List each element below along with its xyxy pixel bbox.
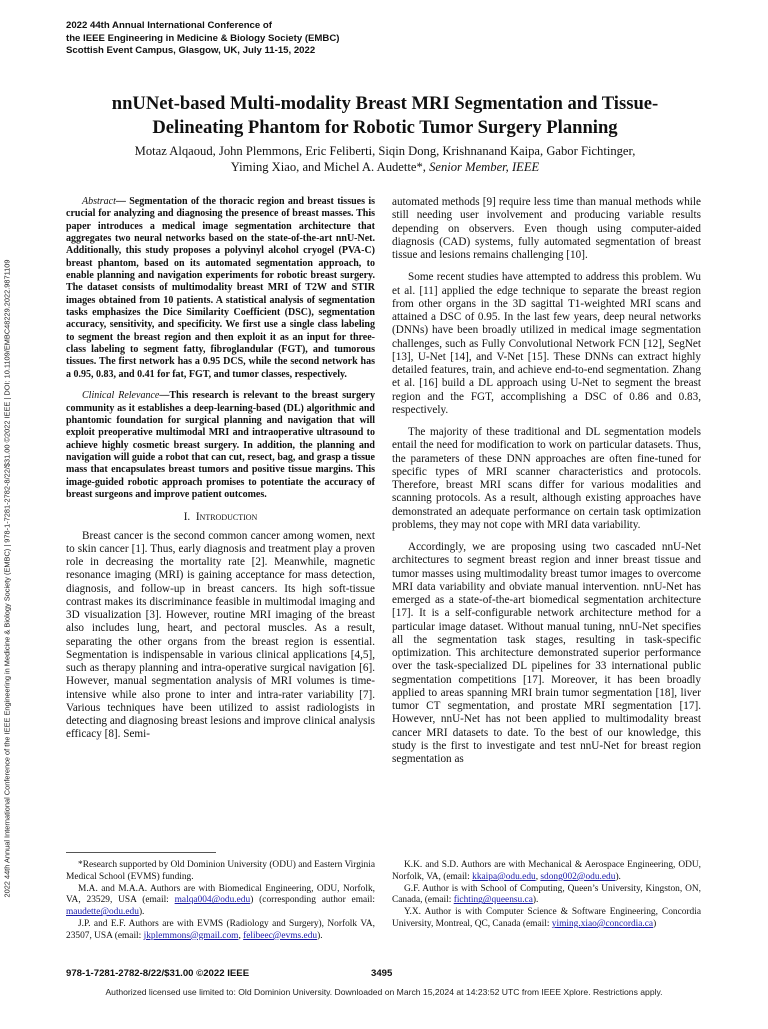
email-link[interactable]: yiming.xiao@concordia.ca bbox=[551, 918, 654, 929]
body-paragraph: Breast cancer is the second common cancer among women, next to skin cancer [1]. Thus, early diagnosis and treatment play a proven role in decreasing the mortality rate [2]. Meanwhile, magnetic resonance imaging (MRI) is gaining acceptance for mass detection, diagnosis, and follow-up in breast cancers. Its high soft-tissue contrast makes its discriminance feasible in multimodal imaging and 3D visualization [3]. However, routine MRI imaging of the breast also includes lung, heart, and pectoral muscles. As a result, separating the other organs from the breast region is essential. Segmentation is indispensable in various clinical applications [4,5], such as therapy planning and intra-operative surgical navigation [6]. However, manual segmentation analysis of MRI volumes is time-intensive while also prone to inter and intra-rater variability [7]. Various techniques have been utilized to assist radiologists in detecting and diagnosing breast lesions and improve clinical analysis efficacy [8]. Semi- bbox=[66, 529, 375, 741]
clinical-relevance bbox=[66, 390, 375, 501]
conference-line: the IEEE Engineering in Medicine & Biology Society (EMBC) bbox=[66, 32, 340, 44]
email-link[interactable]: maudette@odu.edu bbox=[66, 907, 139, 918]
body-paragraph: Some recent studies have attempted to address this problem. Wu et al. [11] applied the edge technique to separate the breast region from other organs in the 3D sagittal T1-weighted MRI scans and attained a DSC of 0.95. In the last few years, deep neural networks (DNNs) have been broadly utilized in medical image segmentation challenges, such as Fully Convolutional Network FCN [12], SegNet [13], U-Net [14], and V-Net [15]. These DNNs can extract highly detailed features, train, and achieve end-to-end segmentation. Zhang et al. [16] build a DL approach using U-Net to segment the breast region and the FGT, accomplishing a DSC of 0.86 and 0.83, respectively. bbox=[392, 271, 701, 416]
email-link[interactable]: kkaipa@odu.edu bbox=[472, 871, 536, 882]
email-link[interactable]: felibeec@evms.edu bbox=[243, 930, 318, 941]
email-link[interactable]: fichting@queensu.ca bbox=[453, 895, 533, 906]
author-role: Senior Member, IEEE bbox=[429, 160, 540, 174]
page-number: 3495 bbox=[371, 968, 393, 979]
author-names: Yiming Xiao, and Michel A. Audette*, bbox=[230, 160, 430, 174]
conference-line: Scottish Event Campus, Glasgow, UK, July 11-15, 2022 bbox=[66, 45, 316, 57]
body-paragraph: Accordingly, we are proposing using two cascaded nnU-Net architectures to segment breast region and inner breast tissue and tumor masses using multimodality breast tumor images to overcome MRI data variability and obviate manual intervention. nnU-Net has emerged as a state-of-the-art biomedical segmentation architecture [17]. It is a self-configurable network architecture method for a particular image dataset. Without manual tuning, nnU-Net specifies all the segmentation task stages, resulting in task-specific optimization. This architecture demonstrated superior performance over the task-specialized DL pipelines for 33 international public segmentation competitions [17]. Moreover, it has been broadly applied to areas spanning MRI brain tumor segmentation [18], liver tumor CT segmentation, and prostate MRI segmentation [17]. However, nnU-Net has not been applied to multimodality breast cancer MRI datasets to date. To the best of our knowledge, this study is the first to investigate and test nnU-Net for breast region segmentation as bbox=[392, 541, 701, 765]
paper-title bbox=[60, 92, 710, 139]
footnotes-left bbox=[66, 860, 375, 943]
email-link[interactable]: malqa004@odu.edu bbox=[174, 895, 251, 906]
section-heading bbox=[66, 511, 375, 524]
email-link[interactable]: sdong002@odu.edu bbox=[540, 871, 616, 882]
body-paragraph: automated methods [9] require less time than manual methods while still needing user involvement and producing variable results depending on observers. Even though using computer-aided diagnosis (CAD) systems, fully automated segmentation of breast tissue and lesions remains challenging [10]. bbox=[392, 196, 701, 261]
footnote: Y.X. Author is with Computer Science & Software Engineering, Concordia University, Montreal, QC, Canada (email: yiming.xiao@concordia.ca) bbox=[392, 907, 701, 929]
section-number: I. bbox=[183, 511, 191, 524]
footnote: M.A. and M.A.A. Authors are with Biomedical Engineering, ODU, Norfolk, VA, 23529, USA (email: malqa004@odu.edu) (corresponding author email: maudette@odu.edu). bbox=[66, 883, 375, 918]
isbn-line: 978-1-7281-2782-8/22/$31.00 ©2022 IEEE bbox=[66, 968, 250, 979]
relevance-text: —This research is relevant to the breast surgery community as it establishes a deep-learning-based (DL) algorithmic and phantomic foundation for surgical planning and navigation that will exploit preoperative multimodal MRI and intraoperative ultrasound to achieve highly cosmetic breast surgery. In addition, the planning and navigation will guide a robot that can cut, resect, bag, and grasp a tissue mass that encapsulates breast tumors and positive tissue margins. This image-guided robotic approach promises to potentiate the accuracy of breast surgeons and improve patient outcomes. bbox=[66, 390, 375, 500]
side-doi-strip: 2022 44th Annual International Conference of the IEEE Engineering in Medicine & Biology Society (EMBC) | 978-1-7281-2782-8/22/$31.00 ©2022 IEEE | DOI: 10.1109/EMBC48229.2022.9871109 bbox=[2, 259, 12, 898]
author-line: Motaz Alqaoud, John Plemmons, Eric Feliberti, Siqin Dong, Krishnanand Kaipa, Gabor Fichtinger, bbox=[134, 144, 636, 158]
footnote: G.F. Author is with School of Computing, Queen’s University, Kingston, ON, Canada, (email: fichting@queensu.ca). bbox=[392, 883, 701, 906]
footnotes-right bbox=[392, 860, 701, 931]
title-line: nnUNet-based Multi-modality Breast MRI Segmentation and Tissue- bbox=[111, 93, 659, 114]
footnote: J.P. and E.F. Authors are with EVMS (Radiology and Surgery), Norfolk VA, 23507, USA (email: jkplemmons@gmail.com, felibeec@evms.edu). bbox=[66, 918, 375, 941]
left-column bbox=[66, 196, 375, 742]
footnote: *Research supported by Old Dominion University (ODU) and Eastern Virginia Medical School (EVMS) funding. bbox=[66, 860, 375, 882]
conference-header bbox=[66, 20, 339, 58]
email-link[interactable]: jkplemmons@gmail.com bbox=[143, 930, 239, 941]
license-notice: Authorized licensed use limited to: Old Dominion University. Downloaded on March 15,2024 at 14:23:52 UTC from IEEE Xplore. Restrictions apply. bbox=[105, 987, 663, 997]
footnote: K.K. and S.D. Authors are with Mechanical & Aerospace Engineering, ODU, Norfolk, VA, (email: kkaipa@odu.edu, sdong002@odu.edu). bbox=[392, 860, 701, 882]
author-line bbox=[60, 159, 710, 175]
section-title: Introduction bbox=[195, 511, 258, 524]
body-paragraph: The majority of these traditional and DL segmentation models entail the need for modification to work on particular datasets. Thus, the parameters of these DNN approaches are often fine-tuned for specific types of MRI scanner characteristics and protocols. Therefore, breast MRI scans differ for various modalities and scanning protocols. As a result, although existing approaches have demonstrated an adequate performance on certain task optimization problems, they may not cope with MRI data variability. bbox=[392, 426, 701, 531]
right-column bbox=[392, 196, 701, 766]
author-list bbox=[60, 143, 710, 175]
abstract-text: — Segmentation of the thoracic region and breast tissues is crucial for analyzing and diagnosing the presence of breast masses. This paper introduces a medical image segmentation architecture that aggregates two neural networks based on the state-of-the-art nnU-Net. Additionally, this study proposes a polyvinyl alcohol cryogel (PVA-C) breast phantom, based on its automated segmentation approach, to enable planning and navigation experiments for robotic breast surgery. The dataset consists of multimodality breast MRI of T2W and STIR images obtained from 10 patients. A statistical analysis of segmentation tasks emphasizes the Dice Similarity Coefficient (DSC), segmentation accuracy, sensitivity, and specificity. We first use a single class labeling to segment the breast region and then exploit it as an input for three-class labeling to segment fatty, fibroglandular (FGT), and tumorous tissues. The first network has a 0.95 DCS, while the second network has a 0.95, 0.83, and 0.41 for fat, FGT, and tumor classes, respectively. bbox=[66, 196, 375, 380]
abstract bbox=[66, 196, 375, 381]
conference-line: 2022 44th Annual International Conference of bbox=[66, 20, 272, 31]
title-line: Delineating Phantom for Robotic Tumor Surgery Planning bbox=[152, 116, 618, 138]
relevance-label: Clinical Relevance bbox=[82, 390, 160, 402]
footnote-rule bbox=[66, 852, 216, 853]
abstract-label: Abstract bbox=[82, 196, 116, 207]
